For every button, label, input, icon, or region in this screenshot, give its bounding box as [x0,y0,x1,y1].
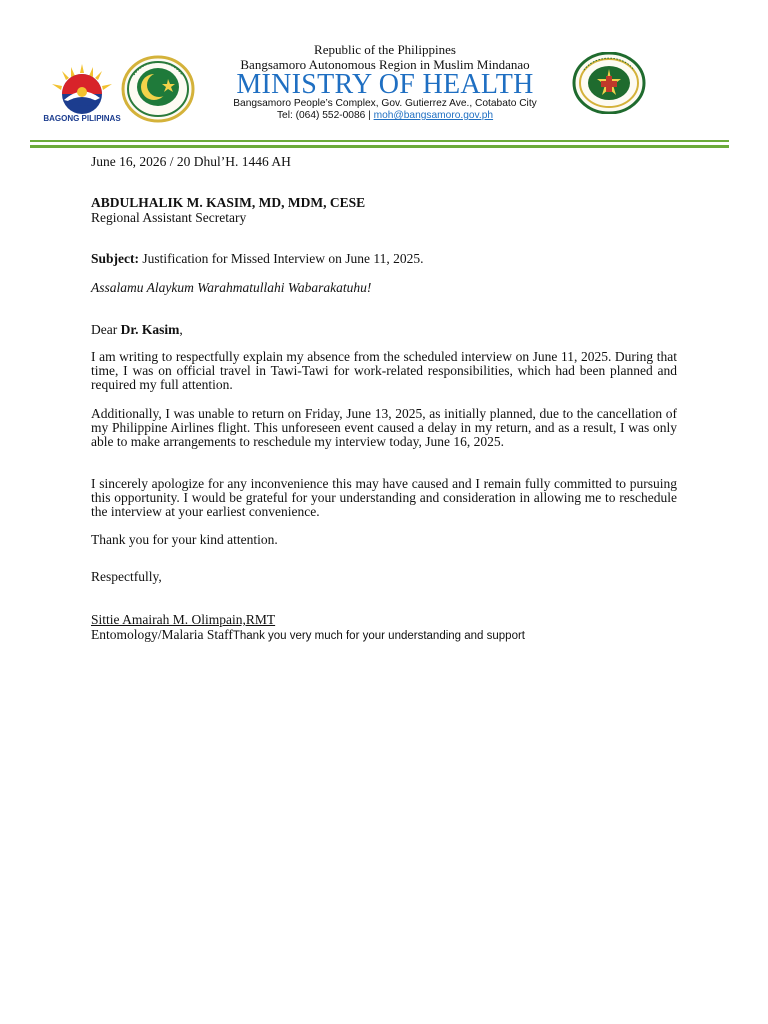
closing: Respectfully, [91,569,162,584]
bagong-pilipinas-logo [40,62,124,124]
recipient-title: Regional Assistant Secretary [91,210,247,225]
recipient-name: ABDULHALIK M. KASIM, MD, MDM, CESE [91,195,366,210]
header-email-link[interactable]: moh@bangsamoro.gov.ph [373,110,494,121]
body-paragraph: I am writing to respectfully explain my absence from the scheduled interview on June 11, 2025. During that time, I was on official travel in Tawi-Tawi for work-related responsibilities, which had been planned and required my full attention. [91,349,677,392]
header-divider-bottom [30,145,729,148]
header-address: Bangsamoro People’s Complex, Gov. Gutierrez Ave., Cotabato City [233,98,537,109]
signatory-position: Entomology/Malaria Staff [91,627,233,642]
signatory-name: Sittie Amairah M. Olimpain,RMT [91,612,276,627]
header-telephone: Tel: (064) 552-0086 | [276,110,374,121]
subject-line [91,252,423,266]
thank-you-line: Thank you for your kind attention. [91,532,278,547]
body-paragraph: I sincerely apologize for any inconvenience this may have caused and I remain fully committed to pursuing this opportunity. I would be grateful for your understanding and consideration in allowing me to reschedule the interview at your earliest convenience. [91,476,677,519]
salutation-prefix: Dear [91,322,121,337]
subject-label: Subject: [91,251,139,266]
signatory-block [91,628,525,643]
header-divider-top [30,140,729,142]
svg-text:BAGONG PILIPINAS: BAGONG PILIPINAS [43,114,121,123]
salutation [91,323,183,337]
salutation-suffix: , [179,322,183,337]
letter-date: June 16, 2026 / 20 Dhul’H. 1446 AH [91,154,291,169]
header-contact [210,109,560,122]
islamic-greeting: Assalamu Alaykum Warahmatullahi Wabarakatuhu! [91,280,372,295]
header-republic: Republic of the Philippines [314,42,456,57]
body-paragraph: Additionally, I was unable to return on Friday, June 13, 2025, as initially planned, due to the cancellation of my Philippine Airlines flight. This unforeseen event caused a delay in my return, and as a result, I was only able to make arrangements to reschedule my interview today, June 16, 2025. [91,406,677,449]
header-region: Bangsamoro Autonomous Region in Muslim Mindanao [240,57,530,72]
salutation-name: Dr. Kasim [120,322,180,337]
barmm-seal [120,55,196,123]
subject-text: Justification for Missed Interview on June 11, 2025. [139,251,424,266]
header-ministry-title: MINISTRY OF HEALTH [236,69,534,100]
signatory-note: Thank you very much for your understanding and support [232,630,525,642]
ministry-of-health-seal [572,52,646,114]
